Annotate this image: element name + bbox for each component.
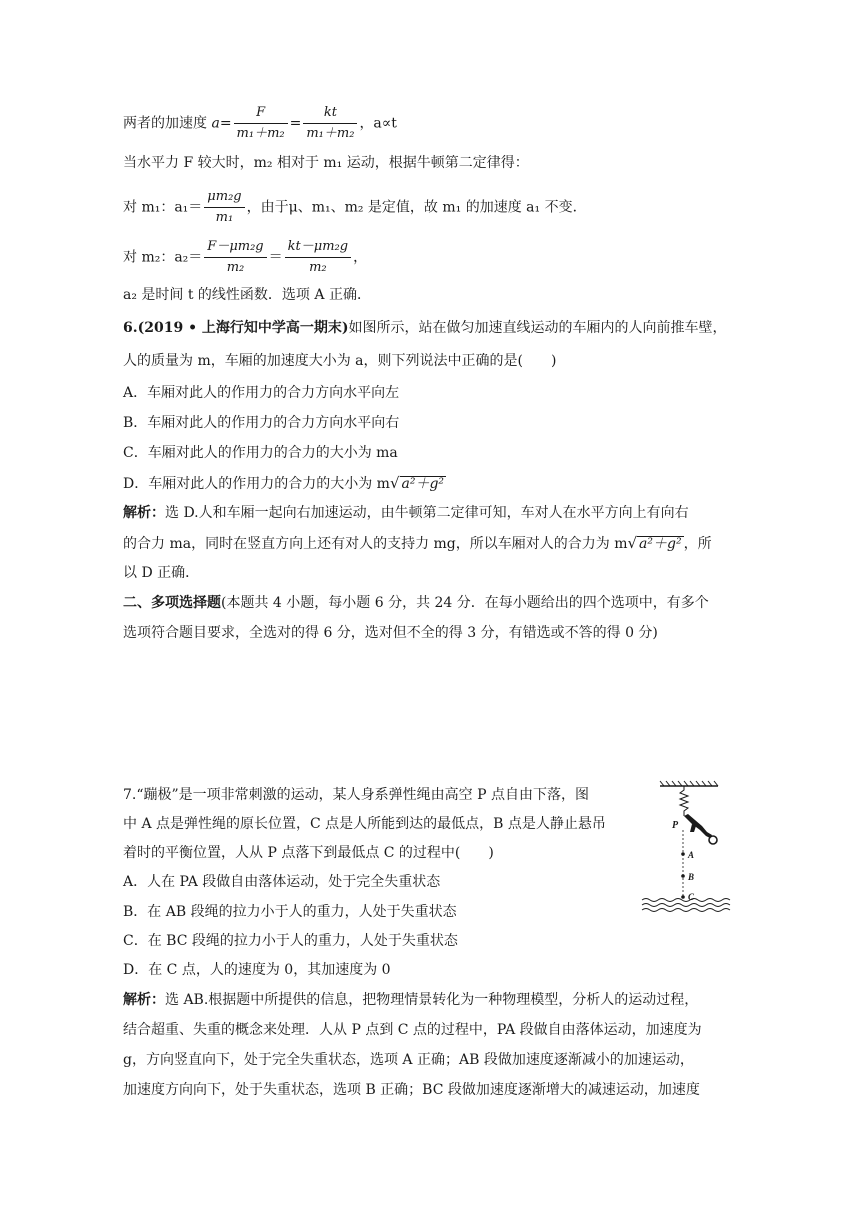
numerator: μm₂g xyxy=(204,188,244,208)
fraction-kt xyxy=(303,104,357,143)
text: 如图所示，站在做匀加速直线运动的车厢内的人向前推车壁， xyxy=(348,320,727,336)
answer-7-line4: 加速度方向向下，处于失重状态，选项 B 正确；BC 段做加速度逐渐增大的减速运动，加速度 xyxy=(123,1082,700,1098)
text: ，由于μ、m₁、m₂ 是定值，故 m₁ 的加速度 a₁ 不变． xyxy=(246,199,587,216)
option-C: C．在 BC 段绳的拉力小于人的重力，人处于失重状态 xyxy=(123,933,458,949)
fraction xyxy=(285,238,351,277)
jumper-figure xyxy=(684,814,717,844)
option-D xyxy=(123,474,446,493)
water-waves xyxy=(642,899,730,912)
text: 对 m₁：a₁＝ xyxy=(123,199,203,216)
question-6-stem-line2: 人的质量为 m，车厢的加速度大小为 a，则下列说法中正确的是( ) xyxy=(123,353,557,369)
answer-label: 解析： xyxy=(123,992,165,1008)
denominator: m₁＋m₂ xyxy=(306,126,355,141)
equals: = xyxy=(289,115,302,132)
question-7-stem-line2: 中 A 点是弹性绳的原长位置，C 点是人所能到达的最低点，B 点是人静止悬吊 xyxy=(123,816,606,832)
radical-sign: √ xyxy=(389,474,400,492)
section-2-line2: 选项符合题目要求，全选对的得 6 分，选对但不全的得 3 分，有错选或不答的得 0 分) xyxy=(123,625,658,641)
radicand: a²＋g² xyxy=(639,536,682,552)
question-7-stem-line3: 着时的平衡位置，人从 P 点落下到最低点 C 的过程中( ) xyxy=(123,845,494,861)
text: 两者的加速度 xyxy=(123,115,212,132)
question-6-stem-line1 xyxy=(123,319,727,337)
text: 的合力 ma，同时在竖直方向上还有对人的支持力 mg，所以车厢对人的合力为 m xyxy=(123,536,628,552)
label-A: A xyxy=(688,850,695,860)
question-source: 6.(2019 • 上海行知中学高一期末) xyxy=(123,320,349,336)
point-B xyxy=(681,874,685,878)
option-B: B．在 AB 段绳的拉力小于人的重力，人处于失重状态 xyxy=(123,904,457,920)
elastic-rope xyxy=(680,786,688,816)
question-7-stem-line1: 7.“蹦极”是一项非常刺激的运动，某人身系弹性绳由高空 P 点自由下落，图 xyxy=(123,787,589,803)
fraction xyxy=(204,188,244,227)
label-C: C xyxy=(688,892,695,902)
answer-label: 解析： xyxy=(123,505,165,521)
denominator: m₁＋m₂ xyxy=(236,126,285,141)
option-C: C．车厢对此人的作用力的合力的大小为 ma xyxy=(123,445,398,461)
denominator: m₂ xyxy=(309,260,327,275)
text: 选 D.人和车厢一起向右加速运动，由牛顿第二定律可知，车对人在水平方向上有向右 xyxy=(165,505,689,521)
point-C xyxy=(681,895,685,899)
paragraph-line: 当水平力 F 较大时，m₂ 相对于 m₁ 运动，根据牛顿第二定律得： xyxy=(123,155,529,171)
answer-6-line3: 以 D 正确． xyxy=(123,565,200,581)
numerator: F－μm₂g xyxy=(204,238,266,258)
label-B: B xyxy=(688,872,695,882)
fraction xyxy=(204,238,266,277)
numerator: kt xyxy=(303,104,357,124)
numerator: kt－μm₂g xyxy=(285,238,351,258)
label-P: P xyxy=(672,820,679,831)
var-a: a xyxy=(211,115,220,132)
option-B: B．车厢对此人的作用力的合力方向水平向右 xyxy=(123,415,400,431)
equation-m2 xyxy=(123,238,367,277)
equals: = xyxy=(219,115,232,132)
text: (本题共 4 小题，每小题 6 分，共 24 分．在每小题给出的四个选项中，有多个 xyxy=(221,595,709,611)
answer-7-line1 xyxy=(123,991,698,1009)
equation-acceleration xyxy=(123,104,397,143)
answer-6-line2 xyxy=(123,534,712,553)
denominator: m₂ xyxy=(226,260,245,275)
numerator: F xyxy=(234,104,288,124)
option-D: D．在 C 点，人的速度为 0，其加速度为 0 xyxy=(123,962,391,978)
text: ， xyxy=(353,249,368,266)
section-title: 二、多项选择题 xyxy=(123,595,221,611)
radical-sign: √ xyxy=(627,534,638,552)
text: ，所 xyxy=(683,536,712,552)
option-A: A．人在 PA 段做自由落体运动，处于完全失重状态 xyxy=(123,874,441,890)
text: ，a∝t xyxy=(359,115,397,132)
answer-7-line2: 结合超重、失重的概念来处理．人从 P 点到 C 点的过程中，PA 段做自由落体运动，加速度为 xyxy=(123,1022,702,1038)
paragraph-line: a₂ 是时间 t 的线性函数．选项 A 正确． xyxy=(123,287,371,303)
text: 对 m₂：a₂＝ xyxy=(123,249,203,266)
equation-m1 xyxy=(123,188,587,227)
fraction-F xyxy=(234,104,288,143)
denominator: m₁ xyxy=(215,210,234,225)
option-A: A．车厢对此人的作用力的合力方向水平向左 xyxy=(123,385,400,401)
point-A xyxy=(681,852,685,856)
bungee-diagram xyxy=(640,780,740,920)
text: 选 AB.根据题中所提供的信息，把物理情景转化为一种物理模型，分析人的运动过程， xyxy=(165,992,699,1008)
text: D．车厢对此人的作用力的合力的大小为 m xyxy=(123,476,390,492)
answer-7-line3: g，方向竖直向下，处于完全失重状态，选项 A 正确；AB 段做加速度逐渐减小的加速运动， xyxy=(123,1052,694,1068)
section-2-line1 xyxy=(123,594,709,612)
equals: ＝ xyxy=(268,249,283,266)
answer-6-line1 xyxy=(123,504,689,522)
radicand: a²＋g² xyxy=(401,476,445,492)
